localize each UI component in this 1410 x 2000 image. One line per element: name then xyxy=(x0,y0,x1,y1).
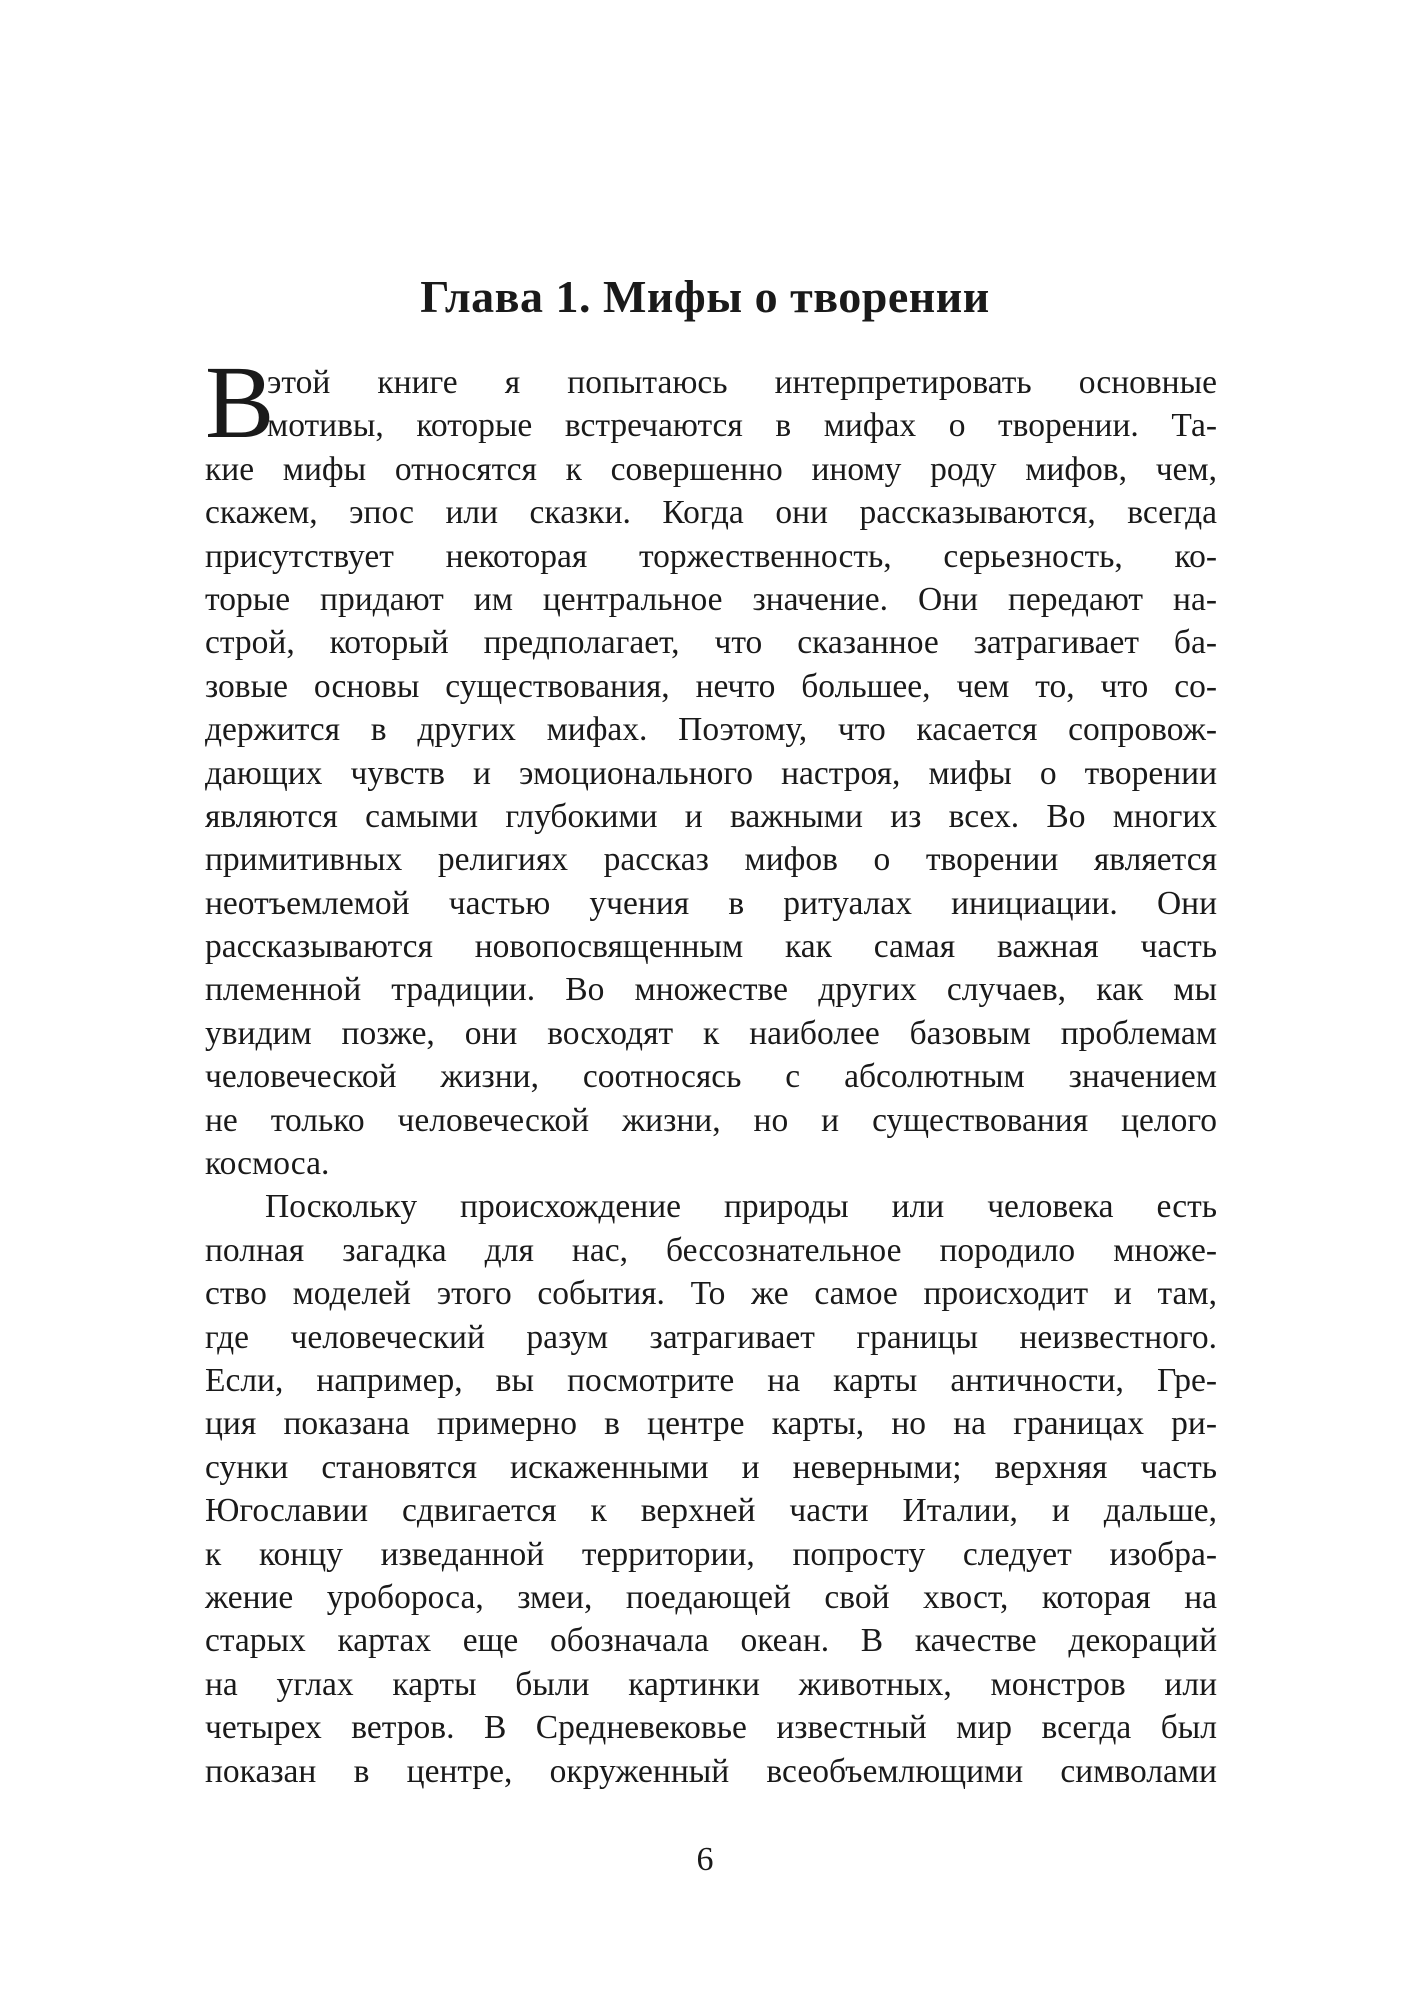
text-line: кие мифы относятся к совершенно иному роду мифов, чем, xyxy=(205,450,1217,488)
text-line: жение уробороса, змеи, поедающей свой хвост, которая на xyxy=(205,1578,1217,1616)
text-line: сунки становятся искаженными и неверными; верхняя часть xyxy=(205,1448,1217,1486)
text-line: где человеческий разум затрагивает границы неизвестного. xyxy=(205,1318,1217,1356)
text-line: не только человеческой жизни, но и существования целого xyxy=(205,1101,1217,1139)
text-line: скажем, эпос или сказки. Когда они рассказываются, всегда xyxy=(205,494,1217,532)
text-line: человеческой жизни, соотносясь с абсолютным значением xyxy=(205,1058,1217,1096)
text-line: к концу изведанной территории, попросту следует изобра- xyxy=(205,1535,1217,1573)
text-line: дающих чувств и эмоционального настроя, мифы о творении xyxy=(205,754,1217,792)
text-line: племенной традиции. Во множестве других случаев, как мы xyxy=(205,971,1217,1009)
text-line: ция показана примерно в центре карты, но на границах ри- xyxy=(205,1405,1217,1443)
text-line: зовые основы существования, нечто большее, чем то, что со- xyxy=(205,667,1217,705)
text-line: на углах карты были картинки животных, монстров или xyxy=(205,1665,1217,1703)
page-number: 6 xyxy=(696,1841,714,1878)
text-line: держится в других мифах. Поэтому, что касается сопровож- xyxy=(205,711,1217,749)
drop-cap: В xyxy=(205,345,275,460)
text-line: присутствует некоторая торжественность, серьезность, ко- xyxy=(205,537,1217,575)
chapter-body-text xyxy=(205,345,1217,1793)
text-line: торые придают им центральное значение. Они передают на- xyxy=(205,580,1217,618)
text-line: показан в центре, окруженный всеобъемлющими символами xyxy=(205,1752,1217,1790)
text-line: Поскольку происхождение природы или человека есть xyxy=(265,1188,1217,1226)
text-line: Если, например, вы посмотрите на карты античности, Гре- xyxy=(205,1361,1217,1399)
text-line: примитивных религиях рассказ мифов о творении является xyxy=(205,841,1217,879)
text-line: четырех ветров. В Средневековье известный мир всегда был xyxy=(205,1709,1217,1747)
text-line: строй, который предполагает, что сказанное затрагивает ба- xyxy=(205,624,1217,662)
chapter-title: Глава 1. Мифы о творении xyxy=(420,271,990,322)
text-line: неотъемлемой частью учения в ритуалах инициации. Они xyxy=(205,884,1217,922)
text-line: рассказываются новопосвященным как самая важная часть xyxy=(205,928,1217,966)
text-line: увидим позже, они восходят к наиболее базовым проблемам xyxy=(205,1014,1217,1052)
text-line: полная загадка для нас, бессознательное породило множе- xyxy=(205,1231,1217,1269)
text-line: этой книге я попытаюсь интерпретировать основные xyxy=(267,364,1217,401)
text-line: ство моделей этого события. То же самое происходит и там, xyxy=(205,1275,1217,1313)
text-line: Югославии сдвигается к верхней части Италии, и дальше, xyxy=(205,1492,1217,1530)
text-line: космоса. xyxy=(205,1145,330,1183)
text-line: старых картах еще обозначала океан. В качестве декораций xyxy=(205,1622,1217,1660)
text-line: мотивы, которые встречаются в мифах о творении. Та- xyxy=(267,407,1217,445)
text-line: являются самыми глубокими и важными из всех. Во многих xyxy=(205,797,1217,835)
